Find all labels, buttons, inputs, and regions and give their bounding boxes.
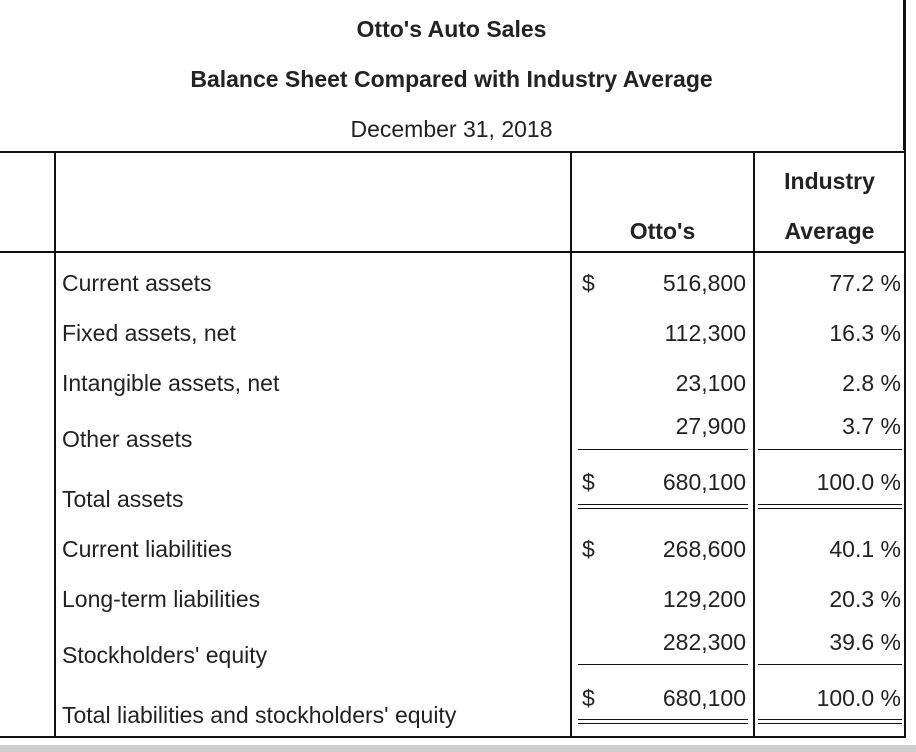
row-label-current-assets: Current assets (62, 270, 212, 296)
row-industry-stockholders-equity: 39.6 % (829, 629, 901, 655)
row-industry-current-assets: 77.2 % (829, 270, 901, 296)
row-label-fixed-assets: Fixed assets, net (62, 320, 236, 346)
table-bottom-rule (0, 736, 906, 738)
row-amount-total-liabilities-equity: 680,100 (662, 685, 746, 711)
row-amount-other-assets: 27,900 (675, 413, 746, 439)
total-assets-double-rule-amount-1 (578, 504, 748, 505)
row-label-current-liabilities: Current liabilities (62, 536, 233, 562)
row-industry-other-assets: 3.7 % (842, 413, 901, 439)
report-header (0, 0, 905, 150)
row-amount-total-assets: 680,100 (662, 469, 746, 495)
grand-total-double-rule-amount-2 (578, 723, 748, 724)
total-assets-double-rule-industry-1 (758, 504, 902, 505)
row-industry-intangible-assets: 2.8 % (842, 370, 901, 396)
grand-total-double-rule-amount-1 (578, 719, 748, 720)
row-industry-total-assets: 100.0 % (816, 469, 901, 495)
total-assets-double-rule-amount-2 (578, 508, 748, 509)
col-header-industry-line1: Industry (784, 168, 875, 194)
label-column-left-rule (54, 151, 56, 738)
grand-total-double-rule-industry-1 (758, 719, 902, 720)
row-currency-total-liabilities-equity: $ (582, 685, 595, 711)
header-top-rule (0, 151, 906, 153)
row-amount-stockholders-equity: 282,300 (662, 629, 746, 655)
row-label-other-assets: Other assets (62, 426, 193, 452)
row-label-intangible-assets: Intangible assets, net (62, 370, 280, 396)
subtotal-rule-assets-industry (758, 449, 902, 450)
row-industry-total-liabilities-equity: 100.0 % (816, 685, 901, 711)
row-amount-current-assets: 516,800 (662, 270, 746, 296)
row-currency-current-assets: $ (582, 270, 595, 296)
total-assets-double-rule-industry-2 (758, 508, 902, 509)
subtotal-rule-liabilities-amount (578, 664, 748, 665)
row-currency-total-assets: $ (582, 469, 595, 495)
row-label-long-term-liabilities: Long-term liabilities (62, 586, 261, 612)
row-amount-intangible-assets: 23,100 (675, 370, 746, 396)
row-industry-current-liabilities: 40.1 % (829, 536, 901, 562)
row-industry-fixed-assets: 16.3 % (829, 320, 901, 346)
report-title: Balance Sheet Compared with Industry Average (190, 66, 713, 92)
row-amount-fixed-assets: 112,300 (664, 320, 746, 346)
row-amount-current-liabilities: 268,600 (662, 536, 746, 562)
col-header-industry-line2: Average (784, 218, 875, 244)
header-bottom-rule (0, 251, 906, 253)
row-currency-current-liabilities: $ (582, 536, 595, 562)
row-amount-long-term-liabilities: 129,200 (662, 586, 746, 612)
row-label-total-assets: Total assets (62, 486, 184, 512)
page-bottom-border (0, 745, 916, 752)
grand-total-double-rule-industry-2 (758, 723, 902, 724)
company-name: Otto's Auto Sales (356, 16, 547, 42)
col-header-company: Otto's (629, 218, 696, 244)
table-right-rule (904, 0, 906, 738)
row-label-total-liabilities-equity: Total liabilities and stockholders' equity (62, 702, 457, 728)
report-date: December 31, 2018 (350, 116, 553, 142)
row-label-stockholders-equity: Stockholders' equity (62, 642, 268, 668)
subtotal-rule-liabilities-industry (758, 664, 902, 665)
row-industry-long-term-liabilities: 20.3 % (829, 586, 901, 612)
subtotal-rule-assets-amount (578, 449, 748, 450)
